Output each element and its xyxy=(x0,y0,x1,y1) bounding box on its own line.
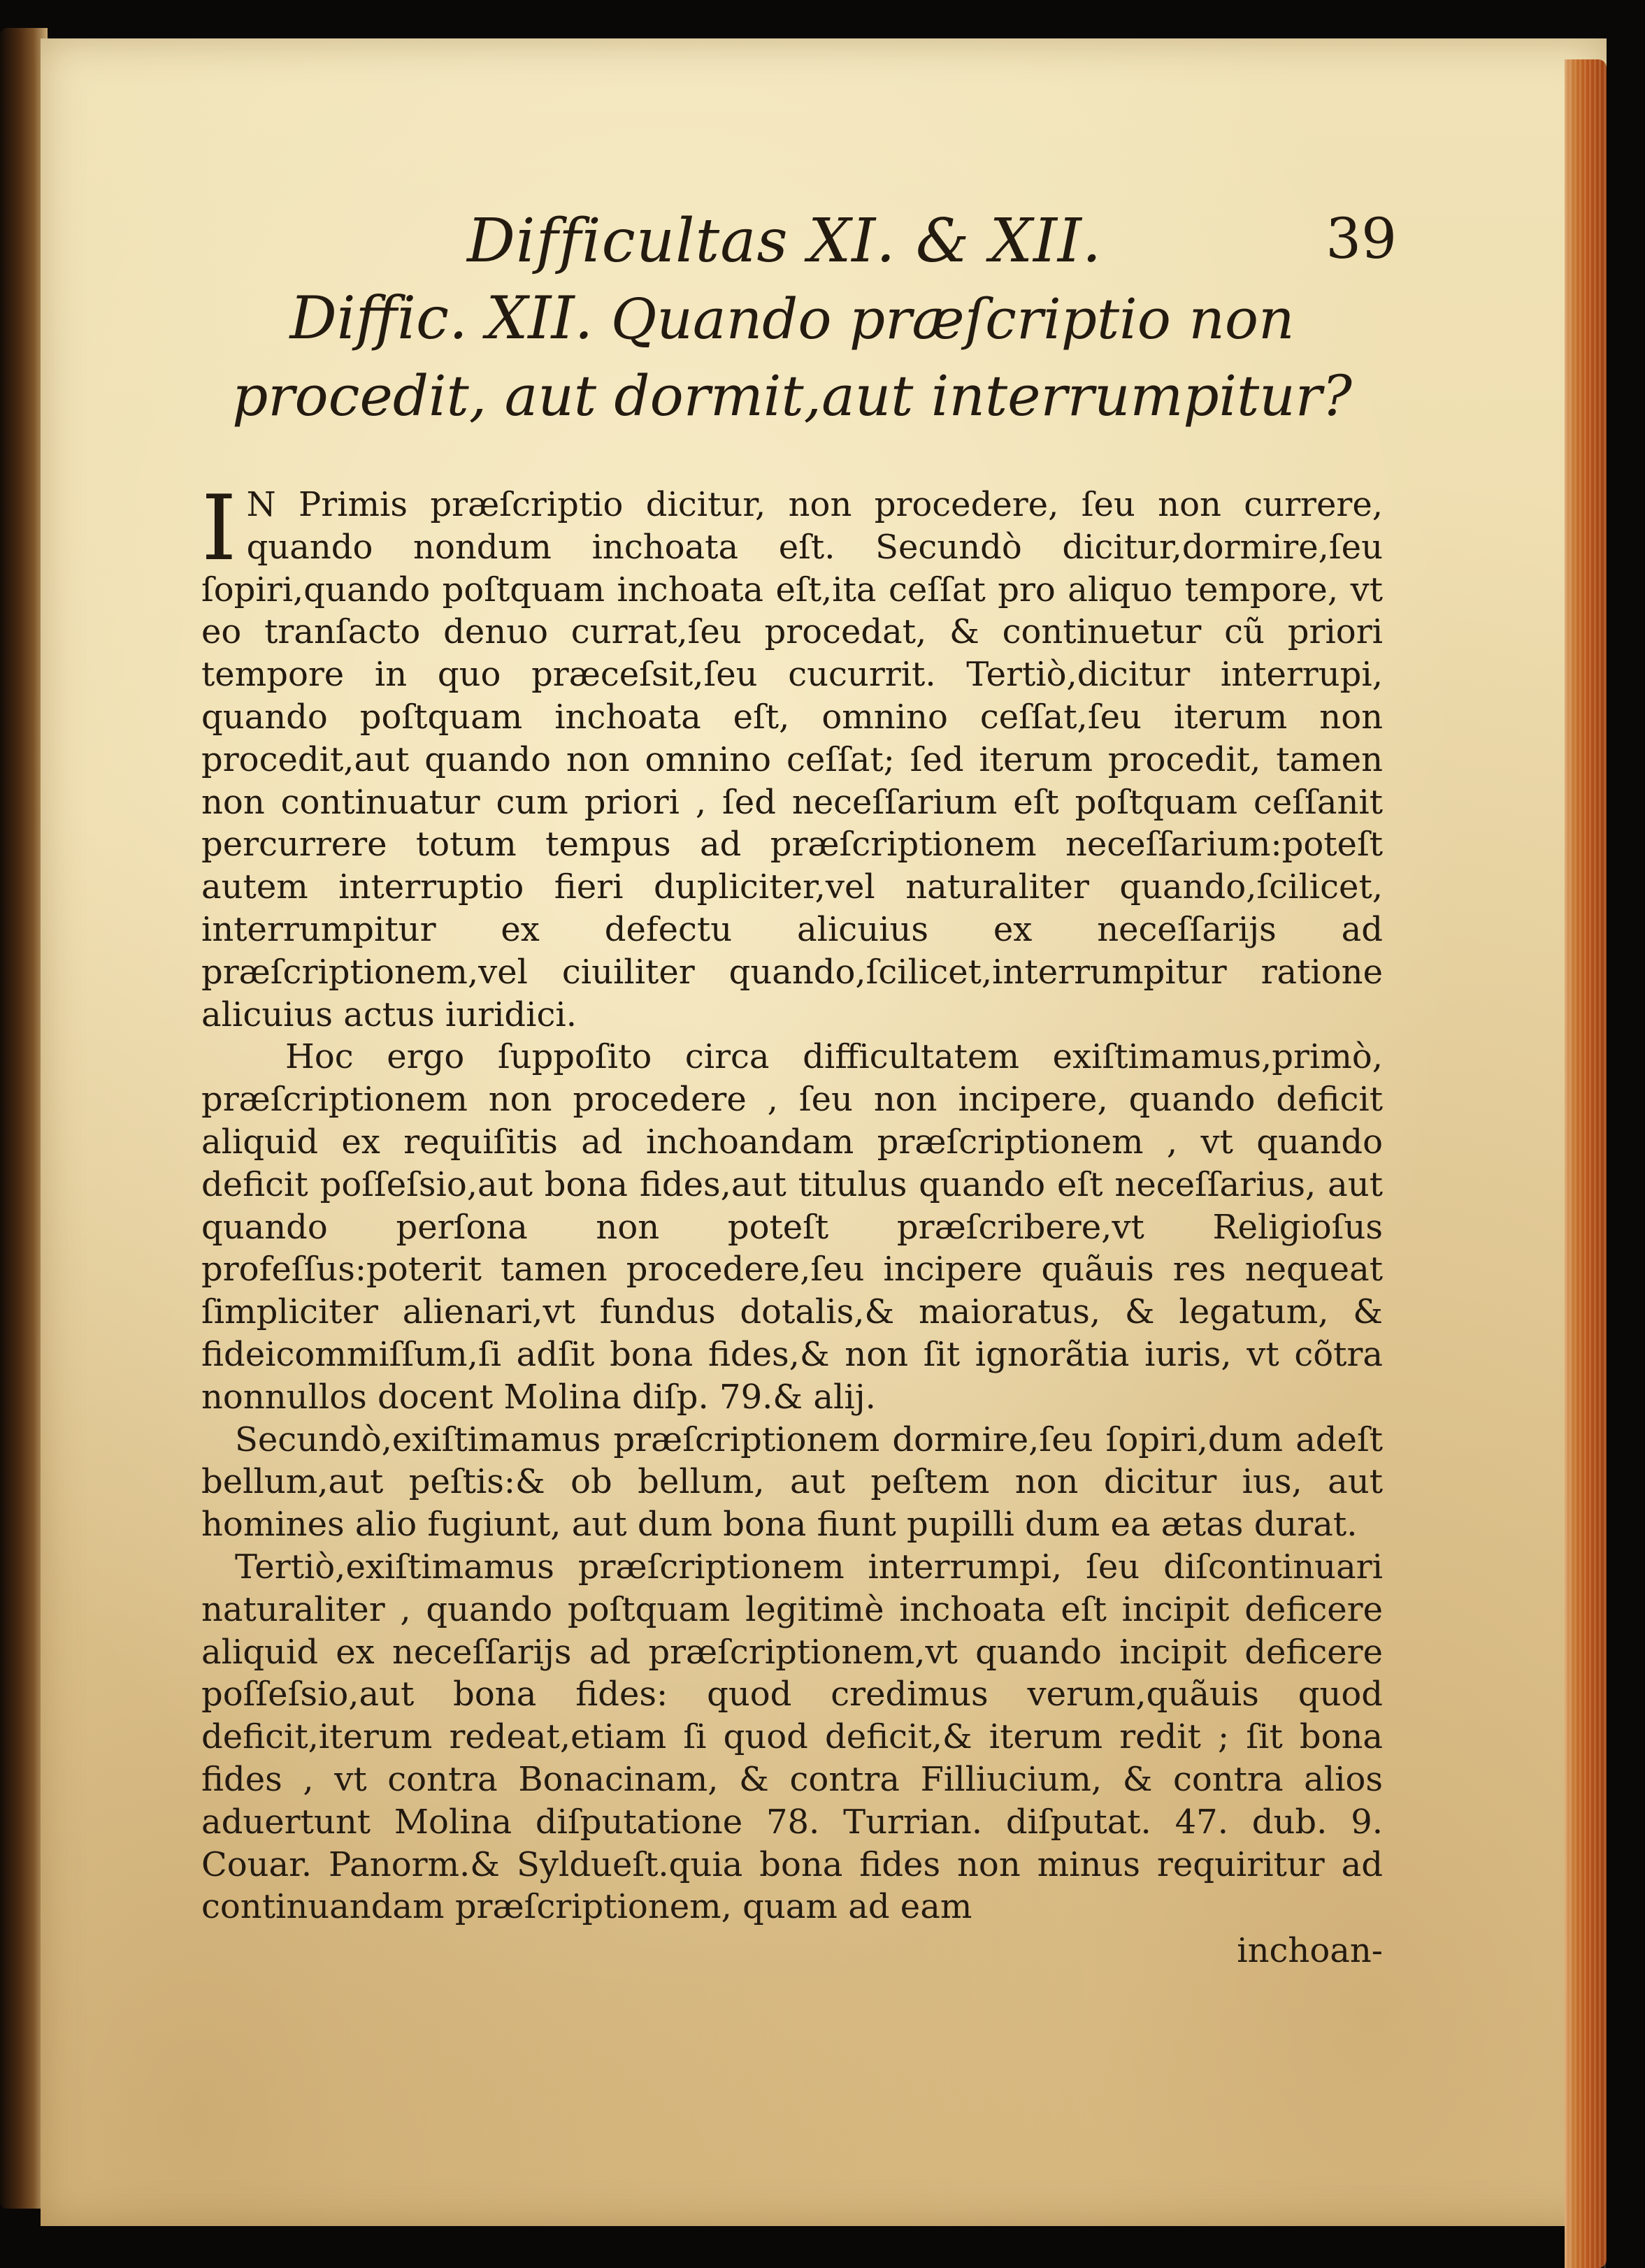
body-text xyxy=(201,477,1383,1972)
section-heading xyxy=(187,280,1397,435)
paragraph-3: Secundò,exiſtimamus præſcriptionem dormire,ſeu ſopiri,dum adeſt bellum,aut peſtis:& ob bellum, aut peſtem non dicitur ius, aut homines alio fugiunt, aut dum bona fiunt pupilli dum ea ætas durat. xyxy=(201,1420,1383,1545)
paragraph-1 xyxy=(201,477,1383,1036)
heading-question: Quando præſcriptio non procedit, aut dormit,aut interrumpitur? xyxy=(232,287,1352,428)
running-head xyxy=(201,182,1397,280)
page-number: 39 xyxy=(1326,206,1397,271)
drop-cap: I xyxy=(201,477,237,581)
page-content xyxy=(201,182,1397,1972)
paragraph-2: Hoc ergo ſuppoſito circa difficultatem exiſtimamus,primò, præſcriptionem non procedere , ſeu non incipere, quando deficit aliquid ex requiſitis ad inchoandam præſcriptionem , vt quando deficit poſſeſsio,aut bona fides,aut titulus quando eſt neceſſarius, aut quando perſona non poteſt præſcribere,vt Religioſus profeſſus:poterit tamen procedere,ſeu incipere quãuis res nequeat ſimpliciter alienari,vt fundus dotalis,& maioratus, & legatum, & fideicommiſſum,ſi adſit bona fides,& non ſit ignorãtia iuris, vt cõtra nonnullos docent Molina diſp. 79.& alij. xyxy=(201,1037,1383,1417)
page-fore-edge xyxy=(1565,59,1607,2268)
catchword: inchoan- xyxy=(1237,1931,1383,1971)
paragraph-text: N Primis præſcriptio dicitur, non procedere, ſeu non currere, quando nondum inchoata eſt. Secundò dicitur,dormire,ſeu ſopiri,quando poſtquam inchoata eſt,ita ceſſat pro aliquo tempore, vt eo tranſacto denuo currat,ſeu procedat, & continuetur cũ priori tempore in quo præceſsit,ſeu cucurrit. Tertiò,dicitur interrupi, quando poſtquam inchoata eſt, omnino ceſſat,ſeu iterum non procedit,aut quando non omnino ceſſat; ſed iterum procedit, tamen non continuatur cum priori , ſed neceſſarium eſt poſtquam ceſſanit percurrere totum tempus ad præſcriptionem neceſſarium:poteſt autem interruptio fieri dupliciter,vel naturaliter quando,ſcilicet, interrumpitur ex defectu alicuius ex neceſſarijs ad præſcriptionem,vel ciuiliter quando,ſcilicet,interrumpitur ratione alicuius actus iuridici. xyxy=(201,485,1383,1034)
paragraph-4: Tertiò,exiſtimamus præſcriptionem interrumpi, ſeu diſcontinuari naturaliter , quando poſtquam legitimè inchoata eſt incipit deficere aliquid ex neceſſarijs ad præſcriptionem,vt quando incipit deficere poſſeſsio,aut bona fides: quod credimus verum,quãuis quod deficit,iterum redeat,etiam ſi quod deficit,& iterum redit ; ſit bona fides , vt contra Bonacinam, & contra Filliucium, & contra alios aduertunt Molina diſputatione 78. Turrian. diſputat. 47. dub. 9. Couar. Panorm.& Syldueſt.quia bona fides non minus requiritur ad continuandam præſcriptionem, quam ad eam xyxy=(201,1547,1383,1927)
page xyxy=(41,38,1607,2226)
running-title: Difficultas XI. & XII. xyxy=(467,206,1102,276)
heading-label: Diffic. XII. xyxy=(289,284,594,352)
